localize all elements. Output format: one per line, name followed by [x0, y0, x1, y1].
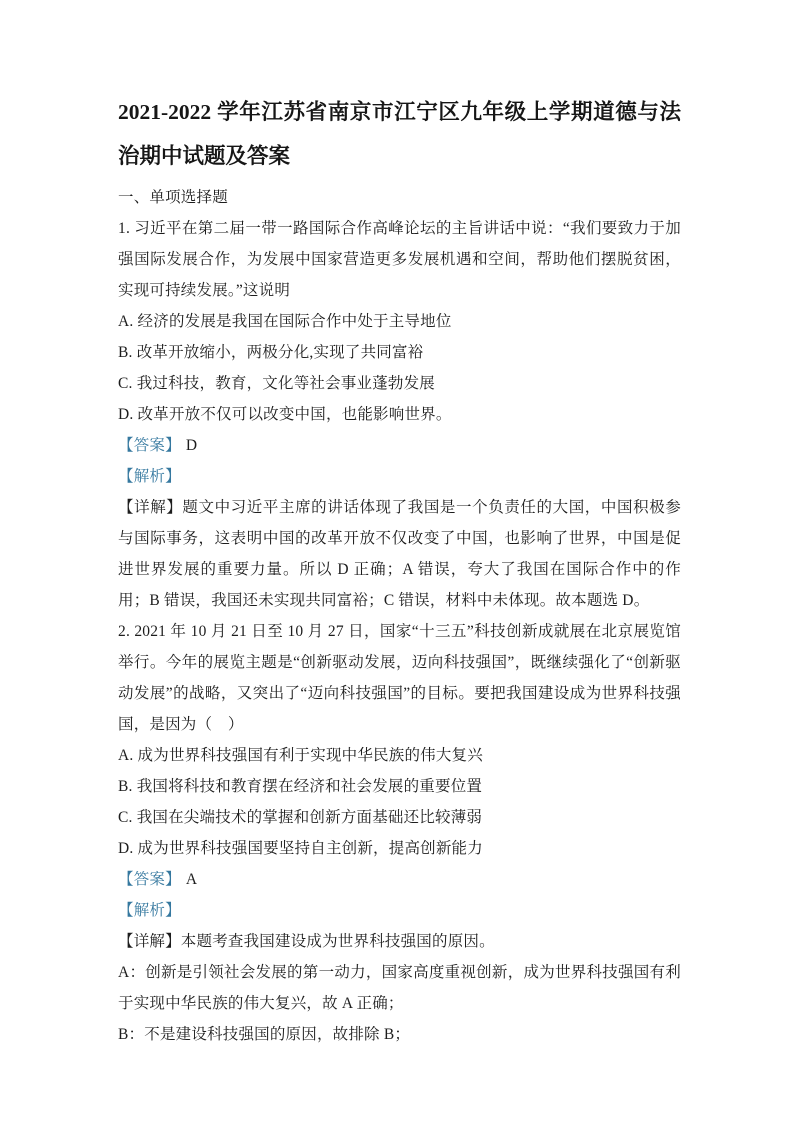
question-2-option-a: A. 成为世界科技强国有利于实现中华民族的伟大复兴	[118, 747, 483, 764]
question-2-option-d: D. 成为世界科技强国要坚持自主创新，提高创新能力	[118, 840, 483, 857]
question-2-answer-row	[118, 864, 681, 895]
analysis-label: 【解析】	[118, 902, 181, 919]
question-1-answer-value: D	[185, 437, 198, 454]
question-1-option-b: B. 改革开放缩小，两极分化,实现了共同富裕	[118, 344, 424, 361]
analysis-label: 【解析】	[118, 468, 181, 485]
question-2-option-c: C. 我国在尖端技术的掌握和创新方面基础还比较薄弱	[118, 809, 483, 826]
question-1-option-a: A. 经济的发展是我国在国际合作中处于主导地位	[118, 313, 452, 330]
question-2-answer-value: A	[185, 871, 198, 888]
question-2-stem: 2. 2021 年 10 月 21 日至 10 月 27 日，国家“十三五”科技创新成就展在北京展览馆举行。今年的展览主题是“创新驱动发展，迈向科技强国”，既继续强化了“创新驱动发展”的战略，又突出了“迈向科技强国”的目标。要把我国建设成为世界科技强国，是因为（ ）	[118, 623, 681, 733]
question-1-analysis-row	[118, 461, 681, 492]
document-title: 2021-2022 学年江苏省南京市江宁区九年级上学期道德与法治期中试题及答案	[118, 100, 681, 168]
answer-label: 【答案】	[118, 871, 181, 888]
question-2-analysis-row	[118, 895, 681, 926]
question-2-detail-option-a-explanation: A：创新是引领社会发展的第一动力，国家高度重视创新，成为世界科技强国有利于实现中华民族的伟大复兴，故 A 正确；	[118, 964, 681, 1012]
question-1-detail-paragraph: 【详解】题文中习近平主席的讲话体现了我国是一个负责任的大国，中国积极参与国际事务，这表明中国的改革开放不仅改变了中国，也影响了世界，中国是促进世界发展的重要力量。所以 D 正确；A 错误，夸大了我国在国际合作中的作用；B 错误，我国还未实现共同富裕；C 错误，材料中未体现。故本题选 D。	[118, 499, 681, 609]
question-2-option-b: B. 我国将科技和教育摆在经济和社会发展的重要位置	[118, 778, 483, 795]
question-1-answer-row	[118, 430, 681, 461]
question-2-detail-paragraph: 【详解】本题考查我国建设成为世界科技强国的原因。	[118, 933, 495, 950]
question-1-stem: 1. 习近平在第二届一带一路国际合作高峰论坛的主旨讲话中说：“我们要致力于加强国际发展合作，为发展中国家营造更多发展机遇和空间，帮助他们摆脱贫困，实现可持续发展。”这说明	[118, 220, 681, 299]
question-1-option-c: C. 我过科技，教育，文化等社会事业蓬勃发展	[118, 375, 435, 392]
question-1-option-d: D. 改革开放不仅可以改变中国，也能影响世界。	[118, 406, 452, 423]
document-body	[118, 182, 681, 1050]
question-2-detail-option-b-explanation: B：不是建设科技强国的原因，故排除 B；	[118, 1026, 411, 1043]
answer-label: 【答案】	[118, 437, 181, 454]
section-heading: 一、单项选择题	[118, 189, 228, 206]
